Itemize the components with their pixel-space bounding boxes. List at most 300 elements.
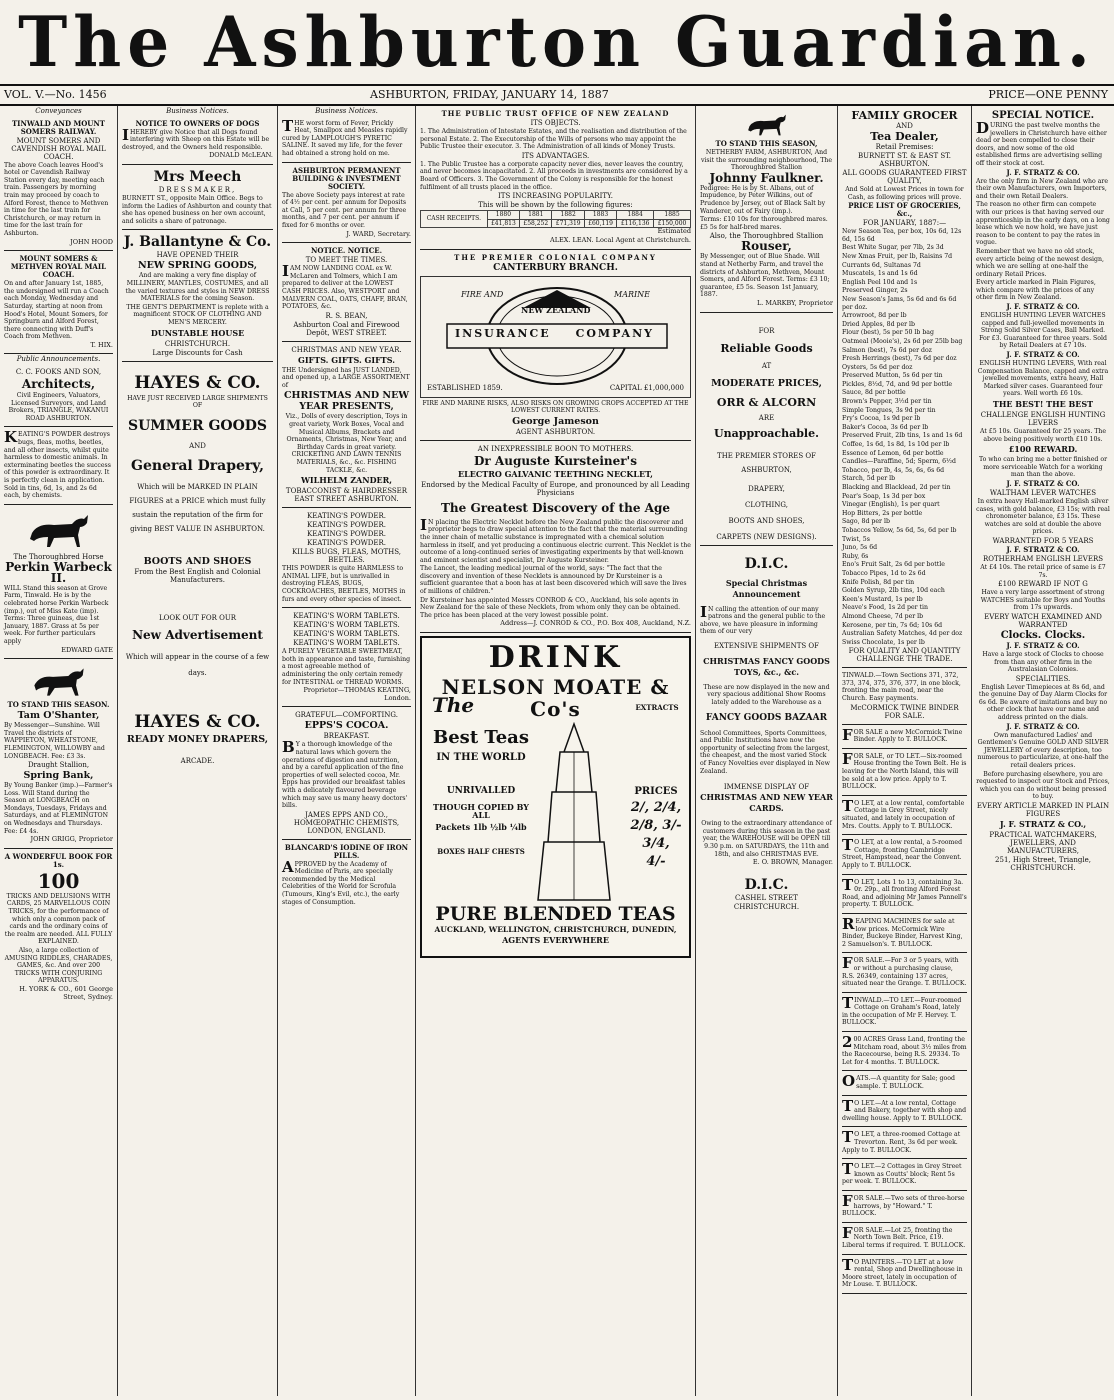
ad-body: By Messenger—Sunshine. Will Travel the districts of WAPPIETON, WHEATSTONE, FLEMINGTON, WILLOWBY and LONGBEACH. Fee: £3 3s. [4,722,105,760]
ad-subtitle: Endorsed by the Medical Faculty of Europe, and pronounced by all Leading Physicians [421,480,690,497]
ad-caption: The Thoroughbred Horse [13,552,104,561]
ad-signature: ALEX. LEAN. Local Agent at Christchurch. [550,235,691,244]
ad-subtitle: ITS ADVANTAGES. [521,151,590,160]
ad-subtitle: Ashburton Coal and Firewood Depôt, WEST STREET. [293,320,400,337]
ad-body: HAVE JUST RECEIVED LARGE SHIPMENTS OF [127,394,268,410]
ad-headline: ORR & ALCORN [716,395,817,409]
ad-headline: Architects, [21,377,96,392]
ad-highlight: CHRISTMAS FANCY GOODS TOYS, &c., &c. [703,655,830,677]
ad-subtitle: WALTHAM LEVER WATCHES [989,488,1097,497]
ad-subtitle: From the Best English and Colonial Manufacturers. [134,567,261,584]
ad-body: To who can bring me a better finished or more serviceable Watch for a working man than the above. [978,456,1108,479]
table-cell: 1881 [520,211,552,220]
price-item: Pear's Soap, 1s 3d per box [842,492,926,500]
small-ad [842,837,967,874]
table-note: Estimated [657,227,691,236]
boxes-text: BOXES HALF CHESTS [437,847,525,857]
columns [0,106,1114,1400]
column-2 [118,106,278,1396]
price-item: Best White Sugar, per 7lb, 2s 3d [842,244,944,252]
ad-signature: H. YORK & CO., 601 George Street, Sydney. [19,984,113,1001]
worm-tablets-ad [282,610,411,707]
ad-highlight: MODERATE PRICES, [711,377,822,389]
ad-body: Before purchasing elsewhere, you are requested to inspect our Stock and Prices, which you can do without being pressed to buy. [976,770,1110,801]
ad-signature: JOHN HOOD [70,237,113,246]
price-item: New Xmas Fruit, per lb, Raisins 7d [842,252,953,260]
ad-body: DURING the past twelve months the jewellers in Christchurch have either dead or been compelled to close their doors, and now some of the old established firms are advertising selling off their stock at cost. [976,119,1107,167]
ad-body: These are now displayed in the new and very spacious additional Show Rooms lately added to the Warehouse as a [703,683,830,707]
extracts-word: EXTRACTS [635,703,679,713]
ad-body: TO PAINTERS.—TO LET at a low rental, Shop and Dwellinghouse in Moore street, lately in occupation of Mr Louse. T. BULLOCK. [842,1255,963,1289]
price-item: Sago, 8d per lb [842,518,890,526]
ad-subtitle: KILLS BUGS, FLEAS, MOTHS, BEETLES. [291,548,402,565]
ad-body: And are making a very fine display of MILLINERY, MANTLES, COSTUMES, and all the varied textures and styles in NEW DRESS MATERIALS for the coming Season. [125,272,270,303]
table-row [421,211,691,220]
ad-body: A PURELY VEGETABLE SWEETMEAT, both in appearance and taste, furnishing a most agreeable method of administering the only certain remedy for INTESTINAL or THREAD WORMS. [282,648,411,686]
ad-body: FOR SALE a new McCormick Twine Binder. Apply to T. BULLOCK. [842,725,963,744]
repeat-line: KEATING'S WORM TABLETS. [293,630,400,639]
horse-illustration [24,665,94,699]
public-trust-ad [420,108,691,250]
ad-signature: JOHN GRIGG, Proprietor [30,835,113,844]
newspaper-title: The Ashburton Guardian. [18,1,1096,83]
ad-headline: D.I.C. [744,555,789,572]
price-item: Essence of Lemon, 6d per bottle [842,449,944,457]
ad-subtitle: ITS INCREASING POPULARITY. [498,192,613,201]
agent-name: George Jameson [512,415,599,427]
ad-body: BURNETT ST., opposite Main Office. Begs to inform the Ladies of Ashburton and county that she has opened business on her own account, and solicits a share of patronage. [122,194,272,225]
small-ads-list [842,727,967,1294]
price-item: Preserved Fruit, 2lb tins, 1s and 1s 6d [842,432,963,440]
ad-subtitle: WARRANTED FOR 5 YEARS [992,536,1094,545]
section-header: Public Announcements. [16,355,101,364]
ad-signature: Proprietor—THOMAS KEATING, London. [303,686,411,702]
ad-body: Civil Engineers, Valuators, Licensed Surveyors, and Land Brokers, TRIANGLE, WAKANUI ROAD ASHBURTON. [8,392,109,422]
ad-subtitle: DRESSMAKER, [158,185,237,194]
ad-body: Remember that we have no old stock, every article being of the newest design, which we are selling at one-half the ordinary Retail Prices. [976,247,1104,278]
book-ad [4,851,113,1005]
ad-highlight: DUNSTABLE HOUSE [150,327,245,338]
dressmaker-ad [122,167,273,230]
list-item: BOOTS AND SHOES, [728,516,805,525]
ad-subtitle: FOR JANUARY, 1887:— [862,219,947,228]
ad-subtitle: EXTENSIVE SHIPMENTS OF [713,641,819,650]
ad-subtitle: CHRISTCHURCH. [164,339,231,348]
ad-highlight: Clocks. Clocks. [1000,629,1086,641]
horse-name: Spring Bank, [23,770,94,782]
ad-body: FOR SALE, or TO LET.—Six-roomed House fronting the Town Belt. He is leaving for the North Island, this will be sold at a low price. Apply to T. BULLOCK. [842,749,967,791]
dic-ad [700,548,833,915]
ad-body: By Messenger, out of Blue Shade. Will stand at Netherby Farm, and travel the districts of Ashburton, Methven, Mount Somers, and Alford Forest. Terms: £3 10; guarantee, £5 5s. Season 1st January, 1887. [700,253,830,299]
price-item: Oatmeal (Mooie's), 2s 6d per 25lb bag [842,337,963,345]
ad-body: Pedigree: He is by St. Albans, out of Impudence, by Peter Wilkins, out of Prudence by Jersey, out of Black Salt by Wanderer, out of Fairy (imp.). [700,184,826,215]
repeat-line: KEATING'S WORM TABLETS. [293,612,400,621]
firm-name: C. C. FOOKS AND SON, [15,368,102,377]
table-cell: £41,813 [487,219,519,228]
ad-subtitle: ARE [758,413,775,422]
ad-highlight: General Drapery, [131,457,264,474]
ad-body: Have a large stock of Clocks to choose from than any other firm in the Australasian Colonies. [982,650,1104,674]
ad-body: IHEREBY give Notice that all Dogs found interfering with Sheep on this Estate will be destroyed, and the Owners held responsible. [122,125,270,151]
price-item: Arrowroot, 8d per lb [842,312,907,320]
ad-body: And Sold at Lowest Prices in town for Cash, as following prices will prove. [845,186,964,201]
tam-oshanter-ad [4,661,113,849]
firm-name: J. F. STRATZ & CO. [1006,544,1080,554]
repeat-line: KEATING'S POWDER. [307,530,386,539]
ad-body: School Committees, Sports Committees, and Public Institutions have now the opportunity of selecting from the largest, the cheapest, and the most varied Stock of Fancy Novelties ever displayed in New Zealand. [700,729,830,775]
keating-ad [4,429,113,504]
ad-title: MOUNT SOMERS & METHVEN ROYAL MAIL COACH. [10,254,107,280]
ad-highlight: NEW SPRING GOODS, [137,260,258,272]
ad-body: FOR SALE.—For 3 or 5 years, with or without a purchasing clause, R.S. 26349, containing 137 acres, situated near the Grange. T. BULLOCK. [842,954,967,988]
ad-subtitle: AT [761,361,772,370]
ad-body: 1. The Administration of Intestate Estates, and the realisation and distribution of the personal Estate. 2. The Executorship of the Wills of persons who may appoint the Public Trustee their executor. 3. The Administration of all kinds of Money Trusts. [420,128,687,151]
small-ad [842,1225,967,1255]
ad-title: McCORMICK TWINE BINDER FOR SALE. [850,703,959,720]
small-ad [842,1193,967,1223]
ad-subtitle: Which will appear in the course of a few days. [125,652,270,677]
ad-headline: Tea Dealer, [870,130,939,143]
price-item: Currants 6d, Sultanas 7d [842,261,921,269]
price-item: Tobacco Pipes, 1d to 2s 6d [842,569,926,577]
epps-cocoa-ad [282,709,411,839]
ad-subtitle: £100 REWARD IF NOT G [998,580,1088,589]
ad-subtitle: CANTERBURY BRANCH. [493,262,618,273]
ad-body: TO LET, Lots 1 to 13, containing 3a. 0r. 29p., all fronting Alford Forest Road, and adjoining Mr James Pannell's property. T. BULLOCK. [842,875,967,909]
copied-text: THOUGH COPIED BY ALL [433,802,529,820]
column-4 [416,106,696,1396]
ad-signature: L. MARKBY, Proprietor [756,298,833,307]
ad-body: Own manufactured Ladies' and Gentlemen's Genuine GOLD AND SILVER JEWELLERY of every description, too numerous to particularize, at one-half the retail dealers prices. [977,731,1109,770]
price-value: 3/4, [642,836,670,852]
price-item: Eno's Fruit Salt, 2s 6d per bottle [842,561,945,569]
ad-headline: J. Ballantyne & Co. [123,234,272,251]
table-cell: CASH RECEIPTS. [421,211,488,228]
price-item: New Season's Jams, 5s 6d and 6s 6d per doz. [842,295,957,311]
small-ad [842,1073,967,1095]
ad-title: NOTICE TO OWNERS OF DOGS [135,118,260,128]
table-cell: £58,252 [520,219,552,228]
issue-date: ASHBURTON, FRIDAY, JANUARY 14, 1887 [370,88,609,101]
small-ad [842,1034,967,1071]
ad-body: IAM NOW LANDING COAL ex W. McLaren and Tolmers, which I am prepared to deliver at the LOWEST CASH PRICES. Also, WESTPORT and MALVERN COAL, OATS, CHAFF, BRAN, POTATOES, &c. [282,262,408,311]
ad-body: 200 ACRES Grass Land, fronting the Mitcham road, about 3½ miles from the Racecourse, being R.S. 29334. To Let for 4 months. T. BULLOCK. [842,1033,967,1066]
price-item: Vinegar (English), 1s per quart [842,501,940,509]
price-value: 4/- [646,854,666,870]
ad-body: TINWALD.—TO LET.—Four-roomed Cottage on Graham's Road, lately in the occupation of Mr F. Hervey. T. BULLOCK. [842,993,962,1027]
ad-highlight: GIFTS. GIFTS. GIFTS. [297,354,396,365]
horse-illustration [24,511,94,551]
ad-subtitle: TOBACCONIST & HAIRDRESSER EAST STREET ASHBURTON. [285,487,408,504]
price-item: New Season Tea, per box, 10s 6d, 12s 6d, 15s 6d [842,228,962,243]
insurance-emblem [420,276,691,398]
firm-name: J. F. STRATZ & CO. [1006,350,1080,360]
ad-title: TO STAND THIS SEASON, [715,139,818,148]
ad-subtitle: IMMENSE DISPLAY OF [723,783,810,792]
ad-body: TRICKS AND DELUSIONS WITH CARDS, 25 MARVELLOUS COIN TRICKS, for the performance of which only a common pack of cards and the ordinary coins of the realm are needed. ALL FULLY EXPLAINED. [4,892,113,946]
ad-subtitle: PRACTICAL WATCHMAKERS, JEWELLERS, AND MANUFACTURERS, [989,831,1097,855]
horse-illustration [742,112,792,138]
price-item: Twist, 5s [842,535,870,543]
ad-subtitle: 251, High Street, Triangle, CHRISTCHURCH. [995,856,1091,872]
table-cell: £60,119 [584,219,616,228]
small-ad [842,1257,967,1294]
price-item: Starch, 5d per lb [842,475,896,483]
ad-body: TO LET.—At a low rental, Cottage and Bakery, together with shop and dwelling house. Apply to T. BULLOCK. [842,1096,967,1122]
ad-body: TO LET, at a low rental, a 5-roomed Cottage, fronting Cambridge Street, Hampstead, near the Convent. Apply to T. BULLOCK. [842,836,963,869]
orr-alcorn-ad [700,315,833,546]
ad-highlight: Special Christmas Announcement [725,577,808,599]
ad-subtitle: THE PREMIER STORES OF ASHBURTON, [717,451,816,474]
horse-name: Johnny Faulkner. [709,170,824,185]
ad-subtitle: CHALLENGE ENGLISH HUNTING LEVERS [980,411,1106,427]
price-item: Australian Safety Matches, 4d per doz [842,630,963,638]
price-item: Candles—Paraffine, 5d; Sperm, 6½d [842,458,957,466]
ad-subtitle: CASHEL STREET [735,893,798,902]
table-cell: 1883 [584,211,616,220]
banner-text: COMPANY [575,326,654,340]
ad-signature: Address—J. CONROD & CO., P.O. Box 408, Auckland, N.Z. [500,619,691,628]
list-item: CARPETS (NEW DESIGNS). [716,532,817,541]
firm-name: J. F. STRATZ & CO. [1006,167,1080,177]
established-label: ESTABLISHED 1859. [427,383,503,392]
ad-body: FOR SALE.—Two sets of three-horse harrows, by "Howard." T. BULLOCK. [842,1191,965,1218]
repeat-line: KEATING'S WORM TABLETS. [293,621,400,630]
volume-number: VOL. V.—No. 1456 [4,88,107,101]
price-item: Neave's Food, 1s 2d per tin [842,604,929,612]
small-ad [842,751,967,796]
ad-body: REAPING MACHINES for sale at low prices. McCormick Wire Binder, Buckeye Binder, Harvest King, 2 Samuelson's. T. BULLOCK. [842,914,963,948]
small-ad [842,798,967,835]
price-item: Preserved Ginger, 2s [842,287,908,295]
the-word: The [432,693,475,718]
ad-signature: E. O. BROWN, Manager. [752,858,833,867]
special-notice-ad [976,108,1110,876]
grocer-ad [842,108,967,668]
small-ad [842,1161,967,1191]
stallion-johnny-ad [700,108,833,313]
ad-headline: 100 [37,868,80,893]
ad-body: By Young Banker (imp.)—Farmer's Loss. Will Stand during the Season at LONGBEACH on Mondays, Tuesdays, Fridays and Saturdays, and at FLEMINGTON on Wednesdays and Thursdays. Fee: £4 4s. [4,782,113,835]
ad-highlight: Unapproachable. [714,426,819,440]
ad-highlight: CHRISTMAS AND NEW YEAR CARDS. [700,792,833,814]
ad-body: Owing to the extraordinary attendance of customers during this season in the past year, the WAREHOUSE will be OPEN till 9.30 p.m. on SATURDAYS, the 11th and 18th, and also CHRISTMAS EVE. [701,820,832,858]
ad-highlight: THE BEST! THE BEST [992,399,1094,409]
ad-subtitle: LOOK OUT FOR OUR [158,613,237,622]
tea-tower-icon [534,722,614,902]
ad-subtitle: BREAKFAST. [323,732,370,741]
section-header: Conveyances [35,107,82,115]
price-item: Fry's Cocoa, 1s 9d per lb [842,415,921,423]
small-ad [842,727,967,749]
ad-title: AN INEXPRESSIBLE BOON TO MOTHERS. [477,444,634,453]
ad-highlight: WILHELM ZANDER, [300,475,393,486]
ad-title: A WONDERFUL BOOK FOR 1s. [4,851,113,869]
horse-name: Rouser, [741,239,792,254]
section-header: Business Notices. [166,107,229,115]
ad-highlight: CHRISTMAS AND NEW YEAR PRESENTS, [283,390,410,413]
ad-body: TO LET, a three-roomed Cottage at Trevorton. Rent, 3s 6d per week. Apply to T. BULLOCK. [842,1128,961,1154]
ad-title: BLANCARD'S IODINE OF IRON PILLS. [284,842,409,860]
ad-body: THE worst form of Fever, Prickly Heat, Smallpox and Measles rapidly cured by LAMPLOUGH'S PYRETIC SALINE. It saved my life, for the fever had obtained a strong hold on me. [282,116,408,157]
ad-headline: HAYES & CO. [134,372,261,393]
price-list [842,228,967,646]
ad-subtitle: EVERY WATCH EXAMINED AND WARRANTED [984,612,1102,629]
ad-subtitle: This will be shown by the following figures: [478,201,633,210]
price-item: Dried Apples, 8d per lb [842,320,915,328]
ad-title: TO STAND THIS SEASON. [7,700,110,710]
table-cell: 1884 [617,211,654,220]
column-7 [972,106,1114,1396]
price-item: Brown's Pepper, 3½d per tin [842,398,932,406]
small-ad [842,877,967,914]
ad-signature: JAMES EPPS AND CO., HOMŒOPATHIC CHEMISTS, LONDON, ENGLAND. [293,810,400,835]
ad-headline: HAYES & CO. [134,711,261,732]
small-ad [842,995,967,1032]
ad-body: The above Society pays interest at rate of 4½ per cent. per annum for Deposits at Call, 5 per cent. per annum for three months, and 7 per cent. per annum if fixed for 6 months or over. [282,191,407,229]
ad-body: BY a thorough knowledge of the natural laws which govern the operations of digestion and nutrition, and by a careful application of the fine properties of well selected cocoa, Mr. Epps has provided our breakfast tables with a delicately flavoured beverage which may save us many heavy doctors' bills. [282,738,408,810]
ad-body: TO LET.—2 Cottages in Grey Street known as Coutts' block; Rent 5s per week. T. BULLOCK. [842,1160,962,1186]
price-item: Almond Cheese, 7d per lb [842,612,924,620]
repeat-line: KEATING'S POWDER. [307,512,386,521]
coal-ad [282,245,411,342]
ad-subtitle: MOUNT SOMERS AND CAVENDISH ROYAL MAIL COACH. [11,136,106,161]
ad-subtitle: Large Discounts for Cash [152,348,243,357]
ad-signature: DONALD McLEAN. [209,151,273,160]
price-item: Muscatels, 1s and 1s 6d [842,270,918,278]
ad-headline: D.I.C. [744,876,789,893]
tinwald-ad [842,670,967,724]
unrivalled: UNRIVALLED [446,786,516,797]
ad-highlight: J. F. STRATZ & CO., [999,819,1087,829]
price-item: Salmon (best), 7s 6d per doz [842,346,932,354]
ad-highlight: The Greatest Discovery of the Age [441,500,670,515]
ad-signature: R. S. BEAN, [325,311,368,320]
methven-coach-ad [4,253,113,354]
price-item: Simple Tongues, 3s 9d per tin [842,406,936,414]
column-3 [278,106,416,1396]
price-item: Tobacco, per lb, 4s, 5s, 6s, 6s 6d [842,466,945,474]
ad-body: FOR SALE.—Lot 25, fronting the North Town Belt. Price, £19. Liberal terms if required. T. BULLOCK. [842,1223,966,1249]
packets-text: Packets 1lb ½lb ¼lb [435,822,527,833]
firm-name: J. F. STRATZ & CO. [1006,640,1080,650]
ballantyne-ad [122,232,273,361]
ad-subtitle: CHRISTCHURCH. [733,902,800,911]
ad-body: ENGLISH HUNTING LEVER WATCHES capped and full-jewelled movements in Strong Solid Silver Cases, Ball Marked. For £3. Guaranteed for three years. Sold by Retail Dealers at £7 10s. [979,312,1107,350]
list-item: DRAPERY, [748,484,785,493]
ad-body: IN placing the Electric Necklet before the New Zealand public the discoverer and proprietor begs to draw special attention to the fact that the material surrounding the inner chain of metallic substance is impregnated with a chemical solution harmless in itself, and yet producing a continuous electric current. This Necklet is the outcome of a long-continued series of investigating experiments by that well-known and eminent scientist and specialist, Dr Auguste Kursteiner. [420,515,691,564]
hayes-ad [122,364,273,769]
capital-label: CAPITAL £1,000,000 [609,383,684,392]
dateline-bar [0,84,1114,106]
ad-body: Have a very large assortment of strong WATCHES suitable for Boys and Youths from 17s upwards. [980,589,1106,612]
agent-role: AGENT ASHBURTON. [515,427,596,436]
ad-highlight: SUMMER GOODS [127,417,268,434]
coach-ad [4,118,113,252]
price-value: 2/, 2/4, [630,800,682,816]
price-value: 2/8, 3/- [630,818,682,834]
price-item: Kerosene, per tin, 7s 6d; 10s 6d [842,621,943,629]
ad-headline: Dr Auguste Kursteiner's [474,453,637,468]
ad-subtitle: FOR [758,326,775,335]
ad-subtitle: ITS OBJECTS. [530,119,581,127]
ad-title: PRICE LIST OF GROCERIES, &c., [848,201,961,219]
ad-body: On and after January 1st, 1885, the undersigned will run a Coach each Monday, Wednesday and Saturday, starting at noon from Hood's Hotel, Mount Somers, for Springburn and Alford Forest, there connecting with Duff's Coach from Methven. [4,280,109,341]
price-label: PRICE—ONE PENNY [988,88,1108,101]
ad-subtitle: NETHERBY FARM, ASHBURTON, And visit the surrounding neighbourhood, The Thoroughbred Stallion [700,149,833,172]
dogs-notice [122,118,273,165]
fire-label: FIRE AND [461,289,504,299]
ad-body: APPROVED by the Academy of Medicine of Paris, are specially recommended by the Medical Celebrities of the World for Scrofula (Tumours, King's Evil, etc.), the early stages of Consumption. [282,857,400,906]
ad-subtitle: TO MEET THE TIMES. [305,256,388,265]
repeat-line: KEATING'S POWDER. [307,539,386,548]
ad-body: Terms: £10 10s for thoroughbred mares. £5 5s for half-bred mares. [700,216,828,231]
price-item: English Peel 10d and 1s [842,278,918,286]
price-item: Blacking and Blacklead, 2d per tin [842,484,951,491]
stallion-ad [4,507,113,659]
ad-title: ASHBURTON PERMANENT BUILDING & INVESTMENT SOCIETY. [292,165,401,191]
price-item: Coffee, 1s 6d, 1s 8d, 1s 10d per lb [842,441,950,449]
agents-text: AGENTS EVERYWHERE [502,935,609,946]
ad-body: The above Coach leaves Hood's hotel or Cavendish Railway Station every day, meeting each train. Passengers by morning train may proceed by coach to Alford Forest, thence to Methven in time for the last train for Christchurch, or may return in time for the last train for Ashburton. [4,161,109,237]
price-item: Tobaccos Yellow, 5s 6d, 5s, 6d per lb [842,526,957,534]
ad-body: The Lancet, the leading medical journal of the world, says: "The fact that the discovery and invention of these Necklets is announced by Dr Kursteiner is a sufficient guarantee that a boon has at last been discovered which will save the lives of millions of children." [420,565,687,596]
ad-body: Also, a large collection of AMUSING RIDDLES, CHARADES, GAMES, &c. And over 200 TRICKS WITH CONJURING APPARATUS. [4,947,113,985]
necklet-ad [420,443,691,633]
ad-body: OATS.—A quantity for Sale; good sample. T. BULLOCK. [842,1072,955,1091]
pure-blended: PURE BLENDED TEAS [435,903,676,926]
table-cell: 1880 [487,211,519,220]
ad-body: Dr Kursteiner has appointed Messrs CONROD & CO., Auckland, his sole agents in New Zealand for the sale of these Necklets, from whom only they can be obtained. The price has been placed at the very lowest possible point. [420,596,681,619]
architects-ad [4,366,113,427]
table-cell: £116,136 [617,219,654,228]
best-teas: Best Teas [433,727,529,749]
small-ad [842,916,967,953]
price-item: Keen's Mustard, 1s per lb [842,595,923,603]
ad-body: In extra heavy Hall-marked English silver cases, with gold balance, £3 15s; with real chronometer balance, £3 15s. These watches are sold at double the above prices. [976,497,1110,536]
list-item: CLOTHING, [745,500,788,509]
price-item: Knife Polish, 8d per tin [842,578,915,586]
ad-highlight: FANCY GOODS BAZAAR [705,712,828,723]
ad-subtitle: FOR QUALITY AND QUANTITY CHALLENGE THE TRADE. [848,647,961,664]
ad-body: Are the only firm in New Zealand who are their own Manufacturers, own Importers, and their own Retail Dealers. [976,177,1109,200]
ad-body: At £5 10s. Guaranteed for 25 years. The above being positively worth £10 10s. [979,428,1107,443]
ad-signature: T. HIX. [90,340,113,349]
price-item: Pickles, 8½d, 7d, and 9d per bottle [842,380,953,388]
ad-title: TINWALD AND MOUNT SOMERS RAILWAY. [11,118,106,136]
firm-name: J. F. STRATZ & CO. [1006,302,1080,312]
price-item: Juno, 5s 6d [842,544,878,552]
ad-subtitle: Draught Stallion, [27,761,90,770]
ad-title: GRATEFUL—COMFORTING. [295,711,398,720]
ad-subtitle: SPECIALITIES. [1015,674,1071,683]
ad-body: FIRE AND MARINE RISKS, ALSO RISKS ON GROWING CROPS ACCEPTED AT THE LOWEST CURRENT RATES. [422,399,689,415]
table-cell: 1885 [654,211,691,220]
ad-body: English Lever Timepieces at 8s 6d, and the genuine Day of Day Alarm Clocks for 6s 6d. Be aware of imitations and buy no other clock that have our name and address printed on the dials. [978,683,1108,722]
price-item: Golden Syrup, 2lb tins, 10d each [842,587,945,595]
ad-body: THE Undersigned has JUST LANDED, and opened up, a LARGE ASSORTMENT of [282,366,410,389]
banner-text: INSURANCE [455,326,551,340]
receipts-table [420,210,691,228]
ad-title: CHRISTMAS AND NEW YEAR. [291,345,402,354]
prices-label: PRICES [634,786,678,798]
ad-body: KEATING'S POWDER destroys bugs, fleas, moths, beetles, and all other insects, whilst quite harmless to domestic animals. In exterminating beetles the success of this powder is extraordinary. It is perfectly clean in application. Sold in tins, 6d, 1s, and 2s 6d each, by chemists. [4,428,111,500]
ad-headline: Mrs Meech [153,168,242,185]
section-header: Business Notices. [315,107,378,115]
blancard-ad [282,842,411,911]
ad-subtitle: AND [189,441,206,450]
ad-highlight: EPPS'S COCOA. [304,720,389,732]
